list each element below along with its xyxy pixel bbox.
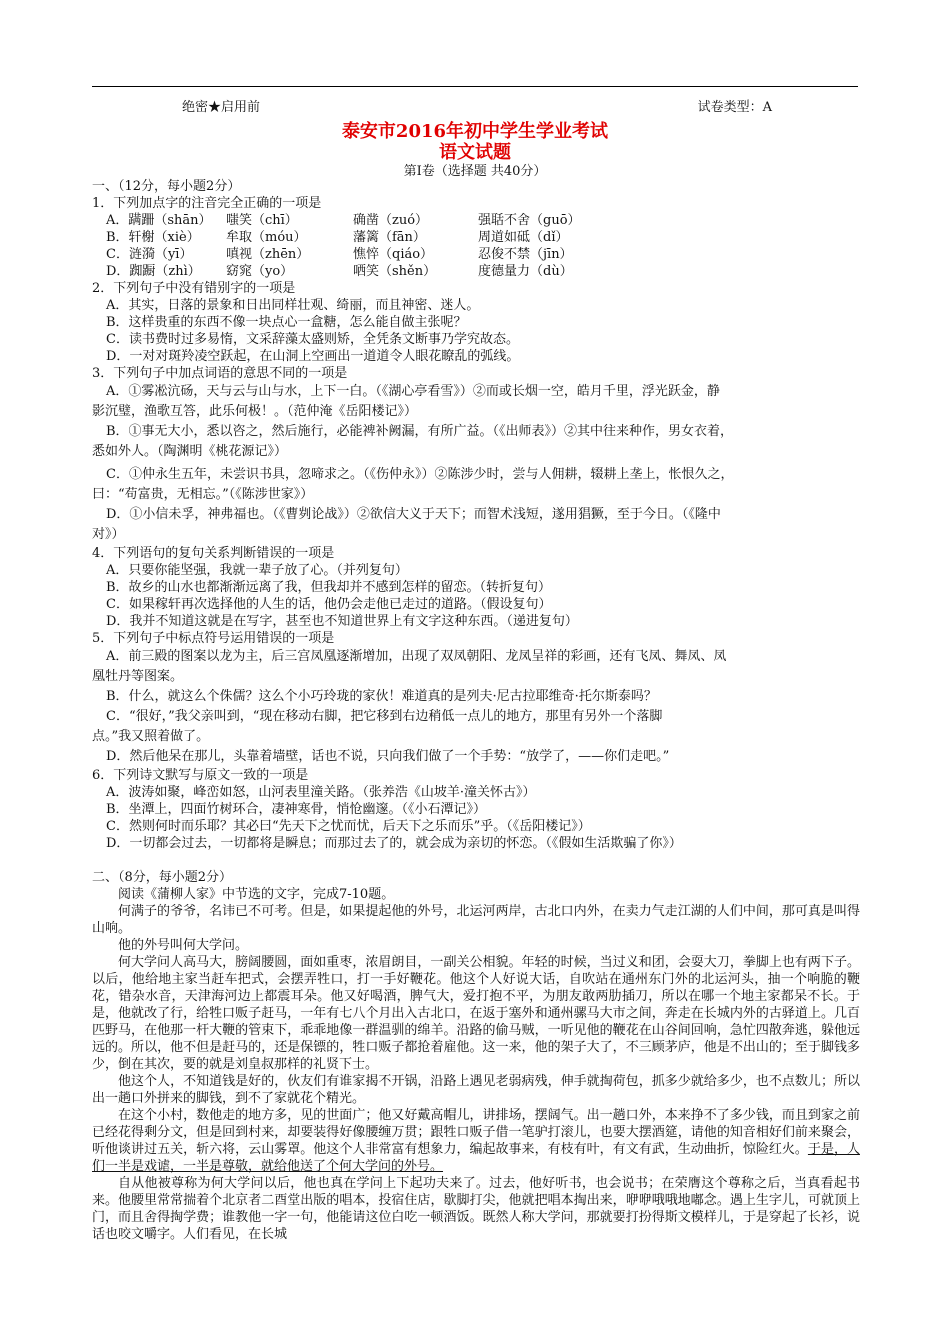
underlined-sentence: 于是，人们一半是戏谑，一半是尊敬，就给他送了个何大学问的外号。 bbox=[92, 1142, 860, 1174]
volume-heading: 第Ⅰ卷（选择题 共40分） bbox=[403, 164, 547, 179]
q5-option-a-line2: 凰牡丹等图案。 bbox=[92, 669, 184, 684]
q2-stem: 2．下列句子中没有错别字的一项是 bbox=[92, 281, 296, 296]
passage-paragraph-1: 何满子的爷爷，名讳已不可考。但是，如果提起他的外号，北运河两岸，古北口内外，在卖力气走江湖的人们中间，那可真是叫得山响。 bbox=[92, 904, 860, 936]
section2-heading: 二、（8分，每小题2分） bbox=[92, 870, 233, 885]
passage-paragraph-2: 他的外号叫何大学问。 bbox=[118, 938, 249, 953]
passage-paragraph-4: 他这个人，不知道钱是好的，伙友们有谁家揭不开锅，沿路上遇见老弱病残，伸手就掏荷包，抓多少就给多少，也不点数儿；所以出一趟口外拼来的脚钱，到不了家就花个精光。 bbox=[92, 1074, 860, 1106]
passage-paragraph-5-text: 在这个小村，数他走的地方多，见的世面广；他又好戴高帽儿，讲排场，摆阔气。出一趟口外，本来挣不了多少钱，而且到家之前已经花得剩分文，但是回到村来，却要装得好像腰缠万贯；跟牲口贩子借一笔驴打滚儿，也要大摆酒筵，请他的知音相好们前来聚会，听他谈讲过五关，斩六将，云山雾罩。他这个人非常富有想象力，编起故事来，有枝有叶，有文有武，生动曲折，惊险红火。 bbox=[92, 1108, 860, 1157]
q1-stem: 1．下列加点字的注音完全正确的一项是 bbox=[92, 196, 322, 211]
q2-option-a: A．其实，日落的景象和日出同样壮观、绮丽，而且神密、迷人。 bbox=[106, 298, 480, 313]
paper-type-label: 试卷类型：A bbox=[697, 100, 772, 115]
passage-paragraph-6: 自从他被尊称为何大学问以后，他也真在学问上下起功夫来了。过去，他好听书，也会说书；在荣膺这个尊称之后，当真看起书来。他腰里常常揣着个北京者二酉堂出版的唱本，投宿住店，歇脚打尖，他就把唱本掏出来，咿咿哦哦地嘟念。遇上生字儿，可就顶上门，而且舍得掏学费；谁教他一字一句，他能请这位白吃一顿酒饭。既然人称大学问，那就要打扮得斯文模样儿，于是穿起了长衫，说话也咬文嚼字。人们看见，在长城 bbox=[92, 1176, 860, 1242]
q5-option-d: D．然后他呆在那儿，头靠着墙壁，话也不说，只向我们做了一个手势：“放学了，——你们走吧。” bbox=[106, 749, 670, 764]
q2-option-b: B．这样贵重的东西不像一块点心一盒糖，怎么能自做主张呢？ bbox=[106, 315, 467, 330]
confidential-label: 绝密★启用前 bbox=[182, 100, 261, 115]
q4-option-a: A．只要你能坚强，我就一辈子放了心。（并列复句） bbox=[106, 563, 408, 578]
q4-option-c: C．如果稼轩再次选择他的人生的话，他仍会走他已走过的道路。（假设复句） bbox=[106, 597, 552, 612]
q5-option-a-line1: A．前三殿的图案以龙为主，后三宫凤凰逐渐增加，出现了双凤朝阳、龙凤呈祥的彩画，还有飞凤、舞凤、凤 bbox=[106, 649, 727, 664]
q5-option-c-line2: 点。”我又照着做了。 bbox=[92, 729, 210, 744]
q6-option-d: D．一切都会过去，一切都将是瞬息；而那过去了的，就会成为亲切的怀恋。（《假如生活欺骗了你》） bbox=[106, 836, 682, 851]
q5-option-b: B．什么，就这么个侏儒？这么个小巧玲珑的家伙！难道真的是列夫·尼古拉耶维奇·托尔斯泰吗？ bbox=[106, 689, 657, 704]
q4-stem: 4．下列语句的复句关系判断错误的一项是 bbox=[92, 546, 335, 561]
exam-subject: 语文试题 bbox=[439, 142, 511, 163]
section1-heading: 一、（12分，每小题2分） bbox=[92, 179, 241, 194]
q4-option-b: B．故乡的山水也都渐渐远离了我，但我却并不感到怎样的留恋。（转折复句） bbox=[106, 580, 552, 595]
q1-option-c: C．涟漪（yī） 嗔视（zhēn） 憔悴（qiáo） 忍俊不禁（jīn） bbox=[106, 247, 573, 262]
q6-option-b: B．坐潭上，四面竹树环合，凄神寒骨，悄怆幽邃。（《小石潭记》） bbox=[106, 802, 487, 817]
exam-content bbox=[92, 178, 860, 1243]
q3-stem: 3．下列句子中加点词语的意思不同的一项是 bbox=[92, 366, 348, 381]
q3-option-c-line2: 曰：“苟富贵，无相忘。”（《陈涉世家》） bbox=[92, 487, 314, 502]
q3-option-a-line1: A．①雾凇沆砀，天与云与山与水，上下一白。（《湖心亭看雪》）②而或长烟一空，皓月千里，浮光跃金，静 bbox=[106, 384, 720, 399]
q6-stem: 6．下列诗文默写与原文一致的一项是 bbox=[92, 768, 309, 783]
section-gap bbox=[92, 852, 860, 869]
q2-option-c: C．读书费时过多易惰，文采辞藻太盛则矫，全凭条文断事乃学究故态。 bbox=[106, 332, 519, 347]
reading-intro: 阅读《蒲柳人家》中节选的文字，完成7-10题。 bbox=[118, 887, 395, 902]
q3-option-b-line1: B．①事无大小，悉以咨之，然后施行，必能裨补阙漏，有所广益。（《出师表》）②其中往来种作，男女衣着， bbox=[106, 424, 734, 439]
q4-option-d: D．我并不知道这就是在写字，甚至也不知道世界上有文字这种东西。（递进复句） bbox=[106, 614, 578, 629]
q1-option-b: B．轩榭（xiè） 牟取（móu） 藩篱（fān） 周道如砥（dǐ） bbox=[106, 230, 569, 245]
q1-option-a: A．蹒跚（shān） 嗤笑（chī） 确凿（zuó） 强聒不舍（guō） bbox=[106, 213, 581, 228]
q5-option-c-line1: C．“很好，”我父亲叫到，“现在移动右脚，把它移到右边稍低一点儿的地方，那里有另外一个落脚 bbox=[106, 709, 663, 724]
passage-paragraph-3: 何大学问人高马大，膀阔腰圆，面如重枣，浓眉朗目，一副关公相貌。年轻的时候，当过义和团，会耍大刀，拳脚上也有两下子。以后，他给地主家当赶车把式，会摆弄牲口，打一手好鞭花。他这个人好说大话，自吹站在通州东门外的北运河头，抽一个响脆的鞭花，错杂水音，天津海河边上都震耳朵。他又好喝酒，脾气大，爱打抱不平，为朋友敢两肋插刀，所以在哪一个地主家都呆不长。于是，他就改了行，给牲口贩子赶马，一年有七八个月出入古北口，在返于塞外和通州骡马大市之间，奔走在长城内外的古驿道上。几百匹野马，在他那一杆大鞭的管束下，乖乖地像一群温驯的绵羊。沿路的偷马贼，一听见他的鞭花在山谷间回响，急忙四散奔逃，躲他远远的。所以，他不但是赶马的，还是保镖的，牲口贩子都抢着雇他。这一来，他的架子大了，不三顾茅庐，他是不出山的；至于脚钱多少，倒在其次，要的就是刘皇叔那样的礼贤下士。 bbox=[92, 955, 860, 1072]
exam-title: 泰安市2016年初中学生学业考试 bbox=[341, 121, 609, 142]
q3-option-d-line2: 对》） bbox=[92, 527, 125, 542]
q3-option-c-line1: C．①仲永生五年，未尝识书具，忽啼求之。（《伤仲永》）②陈涉少时，尝与人佣耕，辍耕上垄上，怅恨久之， bbox=[106, 467, 734, 482]
q6-option-c: C．然则何时而乐耶？其必曰“先天下之忧而忧，后天下之乐而乐”乎。（《岳阳楼记》） bbox=[106, 819, 591, 834]
q5-stem: 5．下列句子中标点符号运用错误的一项是 bbox=[92, 631, 335, 646]
q1-option-d: D．踟蹰（zhì） 窈窕（yo） 哂笑（shěn） 度德量力（dù） bbox=[106, 264, 573, 279]
passage-paragraph-5 bbox=[92, 1107, 860, 1175]
q3-option-a-line2: 影沉璧，渔歌互答，此乐何极！。（范仲淹《岳阳楼记》） bbox=[92, 404, 418, 419]
q3-option-d-line1: D．①小信未孚，神弗福也。（《曹刿论战》）②欲信大义于天下；而智术浅短，遂用猖獗，至于今日。（《隆中 bbox=[106, 507, 721, 522]
q3-option-b-line2: 悉如外人。（陶渊明《桃花源记》） bbox=[92, 444, 288, 459]
q2-option-d: D．一对对斑羚凌空跃起，在山洞上空画出一道道令人眼花瞭乱的弧线。 bbox=[106, 349, 520, 364]
top-rule bbox=[92, 86, 858, 87]
q6-option-a: A．波涛如聚，峰峦如怒，山河表里潼关路。（张养浩《山坡羊·潼关怀古》） bbox=[106, 785, 536, 800]
